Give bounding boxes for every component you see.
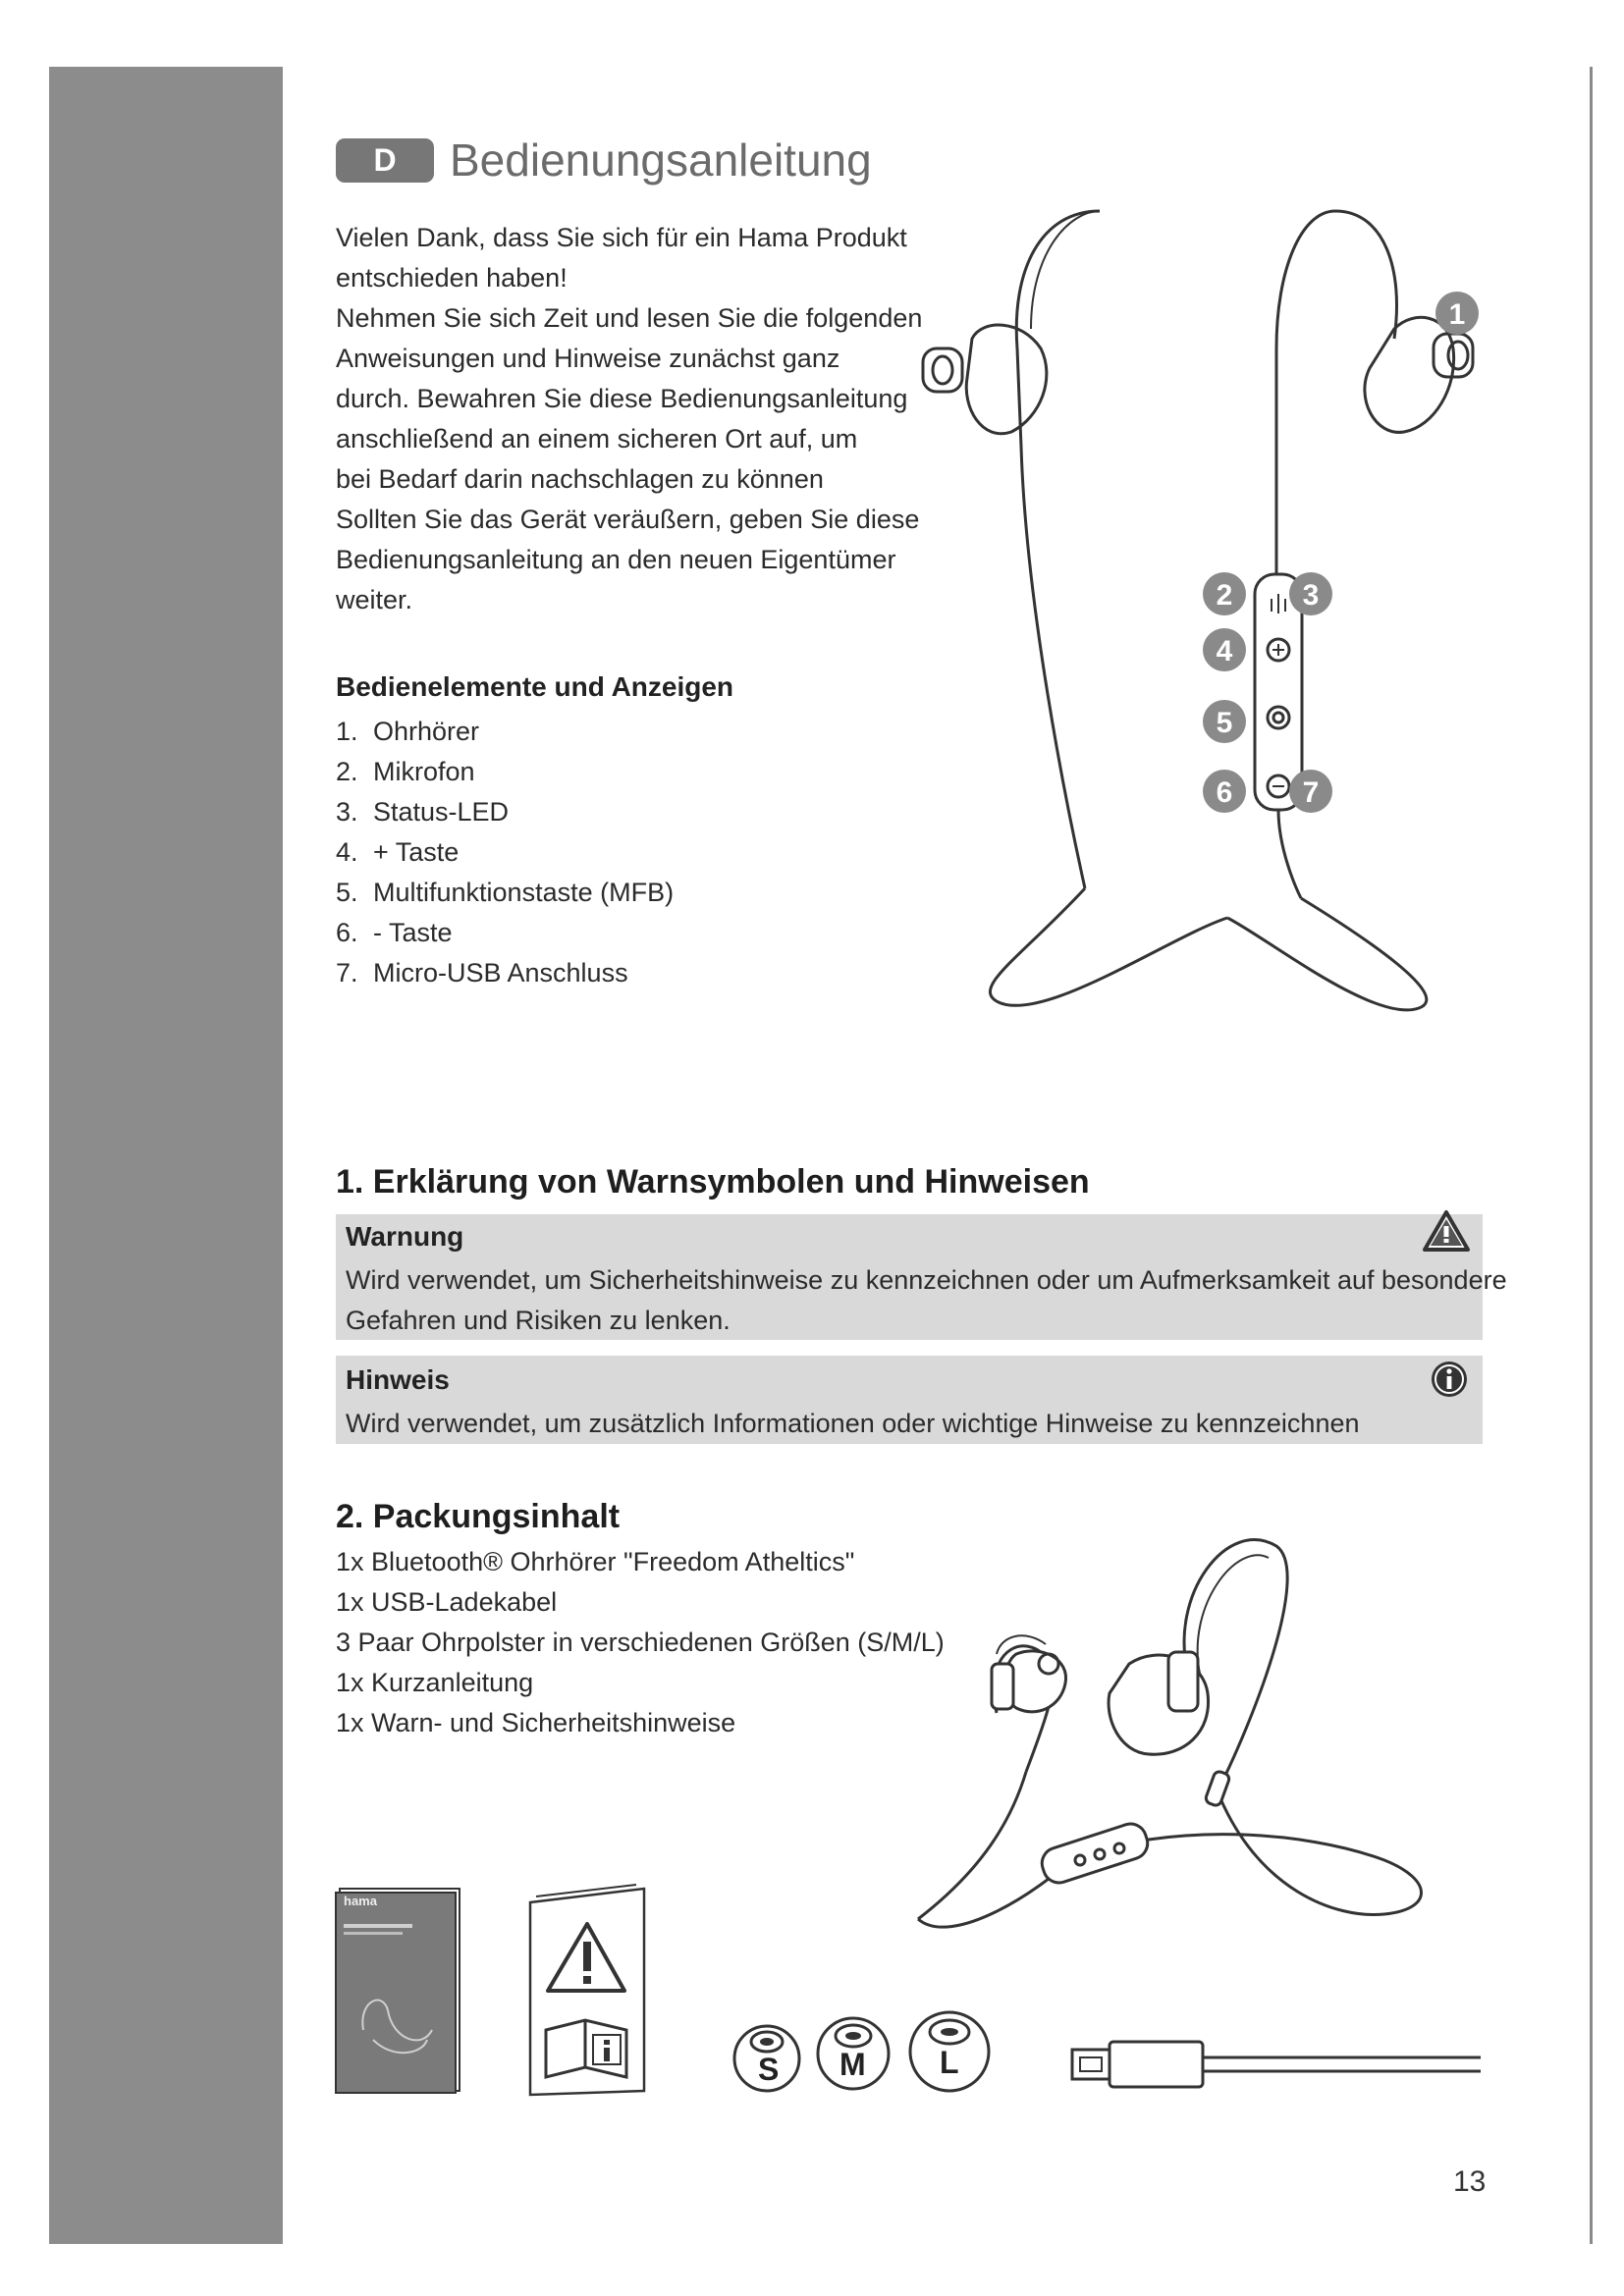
list-item: 3 Paar Ohrpolster in verschiedenen Größen (S/M/L)	[336, 1628, 945, 1657]
list-item	[336, 832, 674, 873]
list-item	[336, 873, 674, 913]
list-item	[336, 712, 674, 752]
list-item	[336, 752, 674, 792]
intro-line: anschließend an einem sicheren Ort auf, um	[336, 424, 858, 454]
list-item-label: Status-LED	[373, 797, 510, 827]
note-title: Hinweis	[346, 1364, 450, 1395]
list-item-number: 4.	[336, 837, 358, 867]
info-icon	[1430, 1360, 1469, 1399]
intro-line: Anweisungen und Hinweise zunächst ganz	[336, 344, 840, 373]
callout-group	[1203, 292, 1479, 813]
list-item-number: 2.	[336, 757, 358, 786]
sidebar-band	[49, 67, 283, 2244]
list-item-label: Micro-USB Anschluss	[373, 958, 628, 988]
list-item: 1x USB-Ladekabel	[336, 1587, 558, 1617]
list-item	[336, 953, 674, 993]
list-item-label: Multifunktionstaste (MFB)	[373, 878, 675, 907]
list-item: 1x Warn- und Sicherheitshinweise	[336, 1708, 736, 1737]
intro-paragraph	[336, 218, 922, 620]
eartip-size-small: S	[758, 2052, 780, 2087]
intro-line: Bedienungsanleitung an den neuen Eigentümer	[336, 545, 896, 574]
intro-line: Nehmen Sie sich Zeit und lesen Sie die folgenden	[336, 303, 923, 333]
list-item-number: 1.	[336, 717, 358, 746]
list-item-number: 6.	[336, 918, 358, 947]
headphones-illustration	[923, 1536, 1483, 1978]
eartip-size-medium: M	[839, 2047, 866, 2082]
callout-7-label: 7	[1302, 776, 1320, 809]
list-item-number: 3.	[336, 797, 358, 827]
headphone-controls-diagram	[923, 211, 1492, 1016]
safety-leaflet-icon	[526, 1883, 650, 2099]
intro-line: durch. Bewahren Sie diese Bedienungsanleitung	[336, 384, 908, 413]
right-margin-rule	[1590, 67, 1593, 2244]
quick-guide-booklet-icon	[334, 1883, 467, 2097]
list-item-label: Ohrhörer	[373, 717, 480, 746]
warning-title: Warnung	[346, 1221, 464, 1252]
callout-6-label: 6	[1216, 776, 1233, 809]
callout-5-label: 5	[1216, 707, 1233, 739]
list-item-label: Mikrofon	[373, 757, 475, 786]
list-item-number: 7.	[336, 958, 358, 988]
intro-line: entschieden haben!	[336, 263, 568, 293]
controls-list	[336, 712, 674, 993]
list-item-label: + Taste	[373, 837, 460, 867]
callout-3-label: 3	[1302, 579, 1320, 612]
list-item	[336, 792, 674, 832]
usb-cable-icon	[1070, 2030, 1483, 2099]
eartip-size-large: L	[940, 2045, 959, 2080]
list-item	[336, 913, 674, 953]
warning-text-line: Gefahren und Risiken zu lenken.	[346, 1306, 731, 1335]
callout-2-label: 2	[1216, 579, 1233, 612]
page-title: Bedienungsanleitung	[450, 134, 872, 186]
language-badge: D	[336, 138, 434, 183]
list-item-number: 5.	[336, 878, 358, 907]
warning-text-line: Wird verwendet, um Sicherheitshinweise zu kennzeichnen oder um Aufmerksamkeit auf besondere	[346, 1265, 1507, 1295]
intro-line: Sollten Sie das Gerät veräußern, geben Sie diese	[336, 505, 920, 534]
intro-line: Vielen Dank, dass Sie sich für ein Hama Produkt	[336, 223, 907, 252]
list-item: 1x Bluetooth® Ohrhörer "Freedom Atheltics"	[336, 1547, 855, 1576]
callout-1-label: 1	[1448, 298, 1466, 331]
note-text-line: Wird verwendet, um zusätzlich Informationen oder wichtige Hinweise zu kennzeichnen	[346, 1409, 1360, 1438]
package-contents-list	[336, 1542, 945, 1743]
intro-line: weiter.	[336, 585, 413, 614]
warning-triangle-icon	[1422, 1209, 1471, 1253]
section2-heading: 2. Packungsinhalt	[336, 1498, 621, 1535]
controls-heading: Bedienelemente und Anzeigen	[336, 671, 734, 702]
section1-heading: 1. Erklärung von Warnsymbolen und Hinweisen	[336, 1163, 1090, 1201]
intro-line: bei Bedarf darin nachschlagen zu können	[336, 464, 824, 494]
callout-4-label: 4	[1216, 635, 1233, 667]
booklet-brand-text: hama	[344, 1894, 377, 1908]
list-item: 1x Kurzanleitung	[336, 1668, 534, 1697]
list-item-label: - Taste	[373, 918, 453, 947]
page-number: 13	[1453, 2165, 1487, 2198]
